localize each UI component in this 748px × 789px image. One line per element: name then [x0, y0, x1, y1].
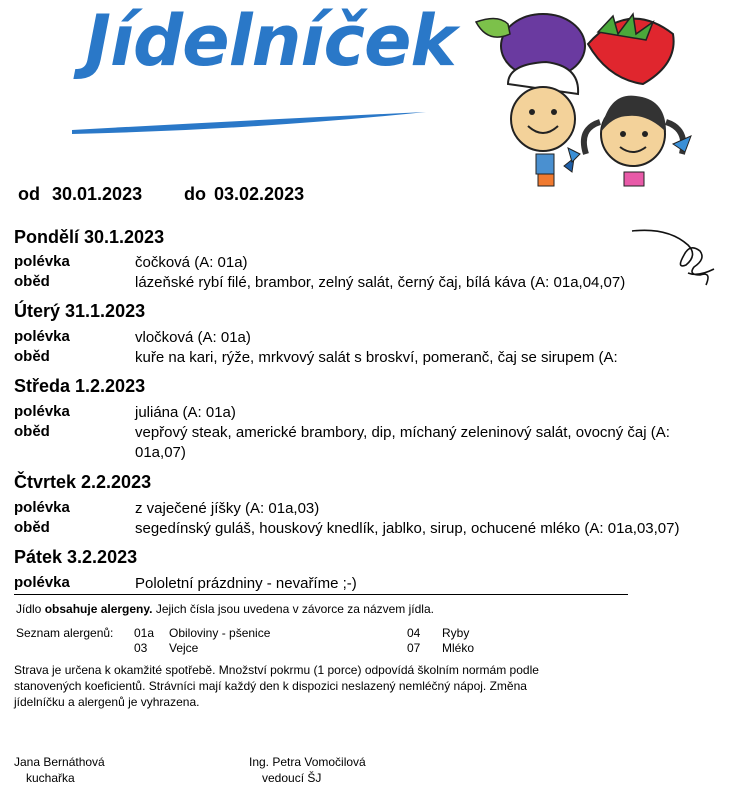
day-title: Pátek 3.2.2023	[14, 547, 138, 567]
allergen-list-label: Seznam alergenů:	[16, 626, 114, 640]
allergen-code: 03	[134, 641, 148, 655]
main-value: vepřový steak, americké brambory, dip, míchaný zeleninový salát, ovocný čaj (A: 01a,07)	[135, 424, 670, 461]
page-title: Jídelníček	[85, 0, 456, 82]
allergen-name: Mléko	[442, 641, 475, 655]
soup-label: polévka	[14, 499, 70, 516]
divider	[14, 594, 628, 595]
footer-note-line: jídelníčku a alergenů je vyhrazena.	[14, 695, 200, 709]
day-title: Úterý 31.1.2023	[14, 301, 146, 321]
main-label: oběd	[14, 423, 50, 440]
footer-note-line: Strava je určena k okamžité spotřebě. Množství pokrmu (1 porce) odpovídá školním normám podle	[14, 663, 539, 677]
soup-label: polévka	[14, 574, 70, 591]
main-value: kuře na kari, rýže, mrkvový salát s broskví, pomeranč, čaj se sirupem (A:	[135, 349, 618, 366]
soup-label: polévka	[14, 253, 70, 270]
signature-role: kuchařka	[26, 771, 75, 785]
allergen-code: 07	[407, 641, 421, 655]
signature-role: vedoucí ŠJ	[262, 771, 322, 785]
day-title: Čtvrtek 2.2.2023	[14, 472, 152, 492]
soup-value: z vaječené jíšky (A: 01a,03)	[135, 500, 320, 517]
allergen-note	[16, 601, 434, 617]
main-label: oběd	[14, 273, 50, 290]
period-to-date: 03.02.2023	[214, 184, 305, 204]
soup-label: polévka	[14, 403, 70, 420]
allergen-name: Obiloviny - pšenice	[169, 626, 271, 640]
day-title: Středa 1.2.2023	[14, 376, 146, 396]
period-to-label: do	[184, 184, 206, 204]
main-value: lázeňské rybí filé, brambor, zelný salát, černý čaj, bílá káva (A: 01a,04,07)	[135, 274, 626, 291]
soup-value: juliána (A: 01a)	[135, 404, 236, 421]
period-from-label: od	[18, 184, 40, 204]
signature-name: Jana Bernáthová	[14, 755, 105, 769]
soup-value: čočková (A: 01a)	[135, 254, 248, 271]
title-swoosh	[70, 108, 430, 138]
soup-value: Pololetní prázdniny - nevaříme ;-)	[135, 575, 357, 592]
allergen-name: Vejce	[169, 641, 199, 655]
footer-note-line: stanovených koeficientů. Strávníci mají každý den k dispozici neslazený nemléčný nápoj. Změna	[14, 679, 527, 693]
allergen-note-bold: obsahuje alergeny.	[44, 602, 153, 616]
allergen-name: Ryby	[442, 626, 470, 640]
allergen-note-suffix: Jejich čísla jsou uvedena v závorce za názvem jídla.	[152, 602, 434, 616]
soup-value: vločková (A: 01a)	[135, 329, 251, 346]
allergen-code: 04	[407, 626, 421, 640]
signature-name: Ing. Petra Vomočilová	[249, 755, 366, 769]
day-title: Pondělí 30.1.2023	[14, 227, 165, 247]
main-value: segedínský guláš, houskový knedlík, jablko, sirup, ochucené mléko (A: 01a,03,07)	[135, 520, 680, 537]
allergen-note-prefix: Jídlo	[16, 602, 45, 616]
period-from-date: 30.01.2023	[52, 184, 143, 204]
main-label: oběd	[14, 348, 50, 365]
soup-label: polévka	[14, 328, 70, 345]
kids-with-fruit-illustration	[468, 4, 738, 194]
main-label: oběd	[14, 519, 50, 536]
allergen-code: 01a	[134, 626, 155, 640]
